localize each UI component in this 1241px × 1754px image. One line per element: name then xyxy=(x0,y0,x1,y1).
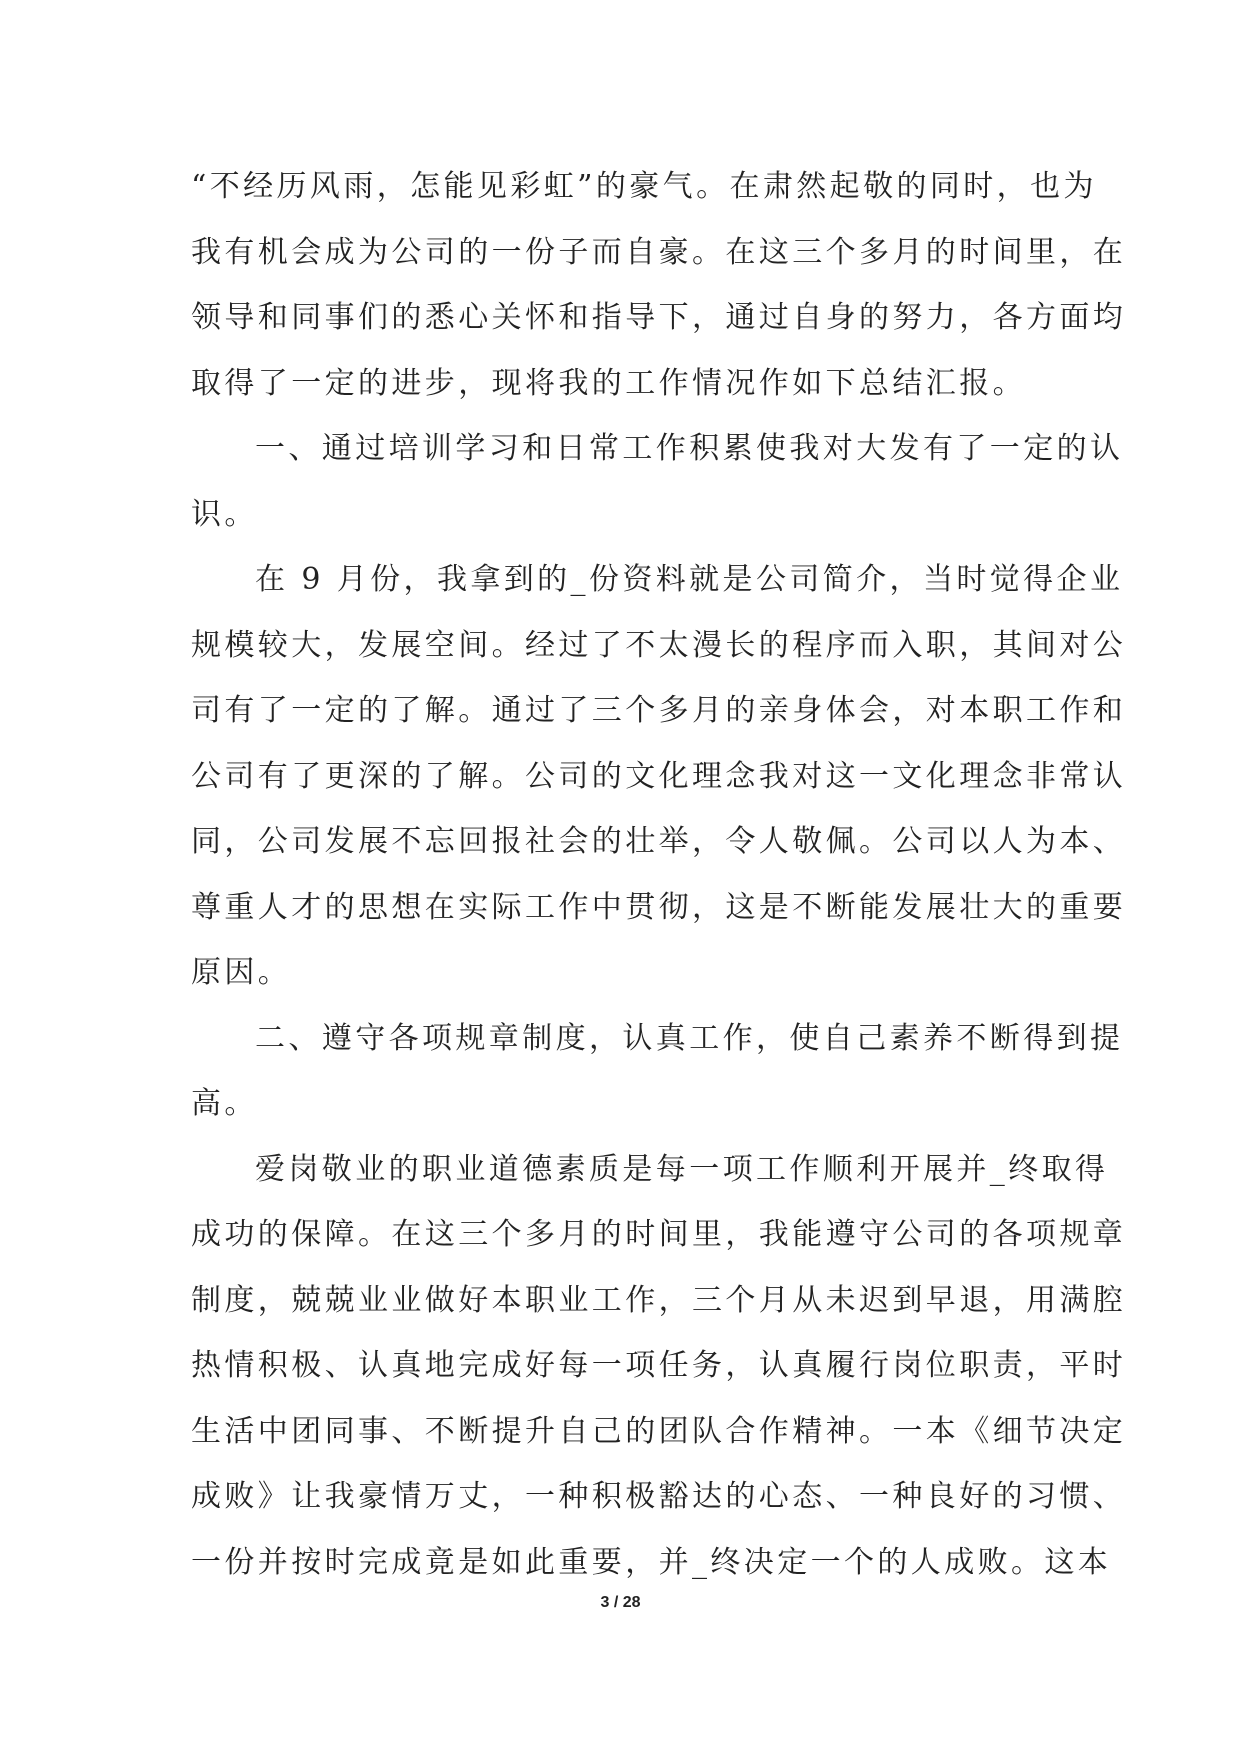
section-heading-line: 二、遵守各项规章制度，认真工作，使自己素养不断得到提 xyxy=(255,1020,1124,1056)
text-line: “不经历风雨，怎能见彩虹”的豪气。在肃然起敬的同时，也为 xyxy=(191,169,1097,204)
text-line: 成功的保障。在这三个多月的时间里，我能遵守公司的各项规章 xyxy=(191,1217,1127,1252)
text-line: 高。 xyxy=(191,1086,258,1121)
text-line: 制度，兢兢业业做好本职业工作，三个月从未迟到早退，用满腔 xyxy=(191,1282,1127,1318)
text-line: 尊重人才的思想在实际工作中贯彻，这是不断能发展壮大的重要 xyxy=(191,889,1127,925)
text-line: 一份并按时完成竟是如此重要，并_终决定一个的人成败。这本 xyxy=(191,1544,1112,1580)
page-number: 3 / 28 xyxy=(600,1594,641,1611)
body-text xyxy=(191,154,1127,1595)
text-line: 热情积极、认真地完成好每一项任务，认真履行岗位职责，平时 xyxy=(191,1348,1127,1383)
text-line: 原因。 xyxy=(191,955,292,990)
text-line: 同，公司发展不忘回报社会的壮举，令人敬佩。公司以人为本、 xyxy=(191,824,1127,859)
text-line: 司有了一定的了解。通过了三个多月的亲身体会，对本职工作和 xyxy=(191,693,1127,728)
text-line: 取得了一定的进步，现将我的工作情况作如下总结汇报。 xyxy=(191,365,1026,401)
paragraph-start-line: 爱岗敬业的职业道德素质是每一项工作顺利开展并_终取得 xyxy=(255,1151,1109,1187)
section-heading-line: 一、通过培训学习和日常工作积累使我对大发有了一定的认 xyxy=(255,431,1124,466)
text-line: 我有机会成为公司的一份子而自豪。在这三个多月的时间里，在 xyxy=(191,234,1127,270)
text-line: 公司有了更深的了解。公司的文化理念我对这一文化理念非常认 xyxy=(191,758,1127,794)
text-line: 生活中团同事、不断提升自己的团队合作精神。一本《细节决定 xyxy=(191,1413,1127,1449)
text-line: 识。 xyxy=(191,496,258,532)
paragraph-start-line: 在 9 月份，我拿到的_份资料就是公司简介，当时觉得企业 xyxy=(255,562,1124,597)
text-line: 规模较大，发展空间。经过了不太漫长的程序而入职，其间对公 xyxy=(191,627,1127,663)
text-line: 成败》让我豪情万丈，一种积极豁达的心态、一种良好的习惯、 xyxy=(191,1479,1127,1514)
text-line: 领导和同事们的悉心关怀和指导下，通过自身的努力，各方面均 xyxy=(191,300,1127,335)
